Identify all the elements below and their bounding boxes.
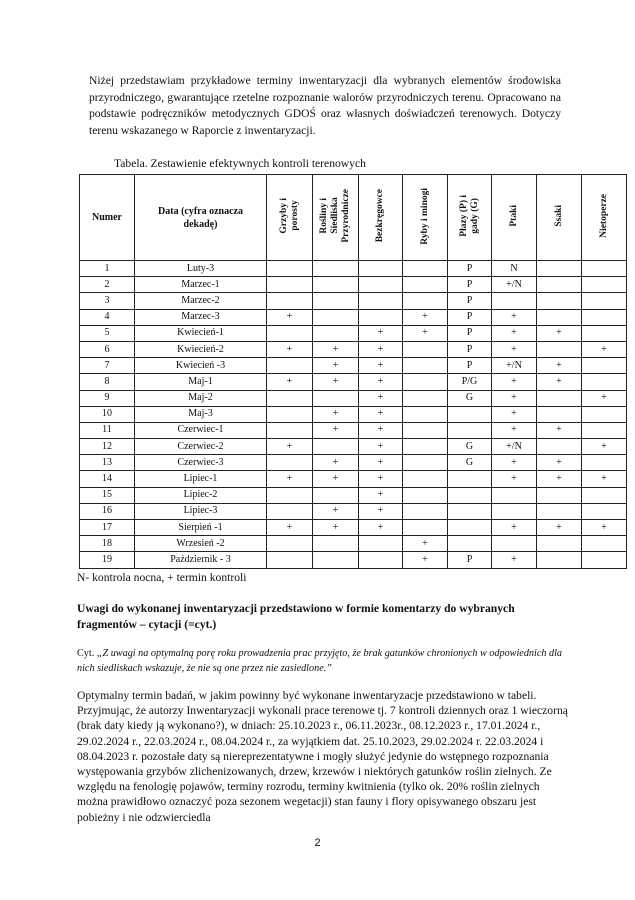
table-cell: + [582, 471, 627, 487]
table-cell [403, 503, 448, 519]
header-cell: Grzyby i porosty [267, 175, 313, 261]
table-cell [403, 471, 448, 487]
table-cell: + [359, 520, 403, 536]
table-cell: Lipiec-3 [135, 503, 267, 519]
table-cell [267, 325, 313, 341]
table-cell: + [267, 439, 313, 455]
table-cell: + [537, 374, 582, 390]
table-cell [537, 503, 582, 519]
table-cell [359, 293, 403, 309]
table-cell: + [492, 422, 537, 438]
table-cell: 17 [80, 520, 135, 536]
table-cell [582, 293, 627, 309]
table-cell [313, 439, 359, 455]
table-cell: +/N [492, 358, 537, 374]
table-cell: Maj-2 [135, 390, 267, 406]
table-cell [313, 277, 359, 293]
table-cell: Wrzesień -2 [135, 536, 267, 552]
table-cell [448, 503, 492, 519]
table-cell: + [313, 471, 359, 487]
table-cell: + [403, 325, 448, 341]
citation-block [77, 646, 567, 676]
table-cell [403, 455, 448, 471]
table-cell [267, 293, 313, 309]
table-cell [537, 406, 582, 422]
table-cell: + [359, 358, 403, 374]
table-cell: Sierpień -1 [135, 520, 267, 536]
table-cell [403, 439, 448, 455]
table-cell [313, 390, 359, 406]
table-cell: Czerwiec-1 [135, 422, 267, 438]
table-cell [582, 503, 627, 519]
table-body [80, 261, 627, 569]
table-cell [492, 503, 537, 519]
table-row [80, 552, 627, 568]
table-cell [537, 309, 582, 325]
table-cell [582, 261, 627, 277]
table-cell: + [582, 520, 627, 536]
table-cell [537, 552, 582, 568]
table-cell [267, 277, 313, 293]
table-cell: P [448, 358, 492, 374]
table-row [80, 374, 627, 390]
table-cell [267, 406, 313, 422]
table-cell [267, 390, 313, 406]
table-cell [313, 487, 359, 503]
table-legend: N- kontrola nocna, + termin kontroli [77, 571, 247, 584]
table-row [80, 341, 627, 357]
table-cell [403, 261, 448, 277]
table-cell [537, 390, 582, 406]
table-cell: + [537, 422, 582, 438]
table-cell [448, 471, 492, 487]
table-cell: P [448, 277, 492, 293]
table-cell [403, 390, 448, 406]
table-row [80, 471, 627, 487]
table-cell: Marzec-3 [135, 309, 267, 325]
table-cell: 18 [80, 536, 135, 552]
table-cell: + [359, 422, 403, 438]
table-cell: + [492, 374, 537, 390]
table-cell [403, 520, 448, 536]
table-cell: Marzec-1 [135, 277, 267, 293]
table-row [80, 390, 627, 406]
table-cell [403, 487, 448, 503]
table-cell: Czerwiec-3 [135, 455, 267, 471]
table-cell [267, 358, 313, 374]
table-cell: Luty-3 [135, 261, 267, 277]
page-number: 2 [314, 837, 321, 849]
table-cell: + [267, 374, 313, 390]
table-cell: + [313, 520, 359, 536]
table-row [80, 536, 627, 552]
header-cell: Nietoperze [582, 175, 627, 261]
table-cell [267, 455, 313, 471]
table-cell [313, 293, 359, 309]
table-row [80, 293, 627, 309]
table-row [80, 422, 627, 438]
table-cell: Kwiecień-2 [135, 341, 267, 357]
table-cell: + [582, 341, 627, 357]
table-cell [582, 309, 627, 325]
header-cell: Ssaki [537, 175, 582, 261]
table-cell [537, 439, 582, 455]
table-cell [582, 358, 627, 374]
table-cell: + [313, 374, 359, 390]
table-cell: P [448, 309, 492, 325]
table-cell: 15 [80, 487, 135, 503]
table-cell [492, 487, 537, 503]
table-row [80, 261, 627, 277]
table-cell: + [537, 325, 582, 341]
table-cell [267, 536, 313, 552]
table-cell [492, 293, 537, 309]
table-cell: Październik - 3 [135, 552, 267, 568]
table-cell: P [448, 325, 492, 341]
table-caption: Tabela. Zestawienie efektywnych kontroli terenowych [114, 157, 366, 170]
citation-text: „Z uwagi na optymalną porę roku prowadzenia prac przyjęto, że brak gatunków chronionych w odpowiednich dla nich siedliskach wskazuje, że nie są one przez nie zasiedlone.” [77, 648, 563, 674]
table-row [80, 358, 627, 374]
table-cell [448, 487, 492, 503]
table-cell: 7 [80, 358, 135, 374]
table-cell: + [403, 552, 448, 568]
table-cell [359, 309, 403, 325]
table-cell: 5 [80, 325, 135, 341]
table-cell [267, 487, 313, 503]
table-cell: 13 [80, 455, 135, 471]
table-cell: 9 [80, 390, 135, 406]
table-cell: G [448, 455, 492, 471]
table-cell: + [403, 536, 448, 552]
table-cell: + [359, 374, 403, 390]
table-cell: N [492, 261, 537, 277]
table-cell [267, 261, 313, 277]
table-row [80, 406, 627, 422]
table-cell: 2 [80, 277, 135, 293]
table-cell: 12 [80, 439, 135, 455]
table-cell [313, 536, 359, 552]
table-cell: + [492, 471, 537, 487]
table-cell: 8 [80, 374, 135, 390]
table-cell: + [359, 325, 403, 341]
table-cell: + [359, 455, 403, 471]
table-cell [537, 261, 582, 277]
table-cell: + [537, 455, 582, 471]
intro-paragraph: Niżej przedstawiam przykładowe terminy inwentaryzacji dla wybranych elementów środowiska przyrodniczego, gwarantujące rzetelne rozpoznanie walorów przyrodniczych terenu. Opracowano na podstawie podręczników metodycznych GDOŚ oraz własnych doświadczeń terenowych. Dotyczy terenu wskazanego w Raporcie z inwentaryzacji. [89, 74, 561, 137]
table-cell [448, 422, 492, 438]
header-cell: Data (cyfra oznacza dekadę) [135, 175, 267, 261]
table-cell [267, 552, 313, 568]
table-cell [403, 293, 448, 309]
table-cell: + [492, 309, 537, 325]
table-cell: + [313, 358, 359, 374]
table-cell: + [359, 439, 403, 455]
table-cell: + [359, 341, 403, 357]
table-cell [582, 374, 627, 390]
table-cell: 19 [80, 552, 135, 568]
citation-prefix: Cyt. [77, 648, 97, 659]
table-cell: 6 [80, 341, 135, 357]
table-cell: Kwiecień-1 [135, 325, 267, 341]
table-cell [582, 455, 627, 471]
table-cell: + [359, 503, 403, 519]
table-cell: + [582, 439, 627, 455]
table-cell: + [492, 406, 537, 422]
table-cell: + [582, 390, 627, 406]
table-cell [492, 536, 537, 552]
header-cell: Numer [80, 175, 135, 261]
table-cell: + [492, 390, 537, 406]
table-cell: + [267, 520, 313, 536]
table-cell: + [267, 309, 313, 325]
table-row [80, 520, 627, 536]
table-cell: Marzec-2 [135, 293, 267, 309]
table-cell [313, 552, 359, 568]
table-cell: + [313, 455, 359, 471]
table-row [80, 309, 627, 325]
header-cell: Ptaki [492, 175, 537, 261]
table-cell: G [448, 439, 492, 455]
table-cell [582, 536, 627, 552]
table-cell: Lipiec-1 [135, 471, 267, 487]
table-cell: P [448, 552, 492, 568]
table-cell [403, 422, 448, 438]
table-cell: Maj-3 [135, 406, 267, 422]
table-header-row [80, 175, 627, 261]
table-cell: 10 [80, 406, 135, 422]
table-row [80, 325, 627, 341]
table-cell: + [359, 390, 403, 406]
table-cell: Maj-1 [135, 374, 267, 390]
table-cell [403, 406, 448, 422]
table-cell: + [492, 520, 537, 536]
table-cell: +/N [492, 277, 537, 293]
table-cell: + [313, 341, 359, 357]
table-cell [448, 406, 492, 422]
table-row [80, 487, 627, 503]
table-cell [582, 406, 627, 422]
table-cell: 1 [80, 261, 135, 277]
table-cell [582, 277, 627, 293]
table-cell: + [403, 309, 448, 325]
table-cell [313, 325, 359, 341]
table-cell: + [359, 471, 403, 487]
table-cell: P/G [448, 374, 492, 390]
table-cell [313, 261, 359, 277]
table-cell [403, 277, 448, 293]
table-cell [537, 536, 582, 552]
table-cell: 11 [80, 422, 135, 438]
table-cell [537, 277, 582, 293]
table-cell: + [537, 358, 582, 374]
table-cell: Czerwiec-2 [135, 439, 267, 455]
header-cell: Bezkręgowce [359, 175, 403, 261]
table-cell: + [537, 471, 582, 487]
header-cell: Płazy (P) i gady (G) [448, 175, 492, 261]
table-cell [267, 503, 313, 519]
table-cell: + [492, 552, 537, 568]
table-cell: + [359, 406, 403, 422]
table-cell [582, 325, 627, 341]
table-cell: 14 [80, 471, 135, 487]
table-cell [582, 422, 627, 438]
table-cell: + [313, 422, 359, 438]
header-cell: Rośliny i Siedliska Przyrodnicze [313, 175, 359, 261]
table-cell [359, 536, 403, 552]
table-row [80, 455, 627, 471]
table-cell: 3 [80, 293, 135, 309]
table-cell [582, 552, 627, 568]
body-paragraph: Optymalny termin badań, w jakim powinny być wykonane inwentaryzacje przedstawiono w tabeli. Przyjmując, że autorzy Inwentaryzacji wykonali prace terenowe tj. 7 kontroli dziennych oraz 1 wieczorną (brak daty kiedy ją wykonano?), w dniach: 25.10.2023 r., 06.11.2023r., 08.12.2023 r., 17.01.2024 r., 29.02.2024 r., 22.03.2024 r., 08.04.2024 r., za wyjątkiem dat. 25.10.2023, 29.02.2024 r. 22.03.2024 i 08.04.2023 r. pozostałe daty są niereprezentatywne i mogły służyć jedynie do wstępnego rozpoznania występowania grzybów zlichenizowanych, drzew, krzewów i niektórych gatunków roślin zielnych. Ze względu na fenologię pojawów, terminy rozrodu, terminy kwitnienia (tylko ok. 20% roślin zielnych można prawidłowo oznaczyć poza sezonem wegetacji) stan fauny i flory opisywanego obszaru jest pobieżny i nie odzwierciedla [77, 689, 568, 824]
table-cell [537, 293, 582, 309]
table-cell: + [267, 341, 313, 357]
table-cell [537, 341, 582, 357]
table-cell: G [448, 390, 492, 406]
table-cell: +/N [492, 439, 537, 455]
table-row [80, 277, 627, 293]
table-cell [403, 341, 448, 357]
table-cell [537, 487, 582, 503]
table-cell: + [313, 503, 359, 519]
table-cell: Lipiec-2 [135, 487, 267, 503]
table-cell [403, 374, 448, 390]
table-cell [359, 261, 403, 277]
table-cell: + [492, 325, 537, 341]
table-cell: 16 [80, 503, 135, 519]
table-cell: 4 [80, 309, 135, 325]
table-cell: P [448, 293, 492, 309]
table-cell: P [448, 341, 492, 357]
header-cell: Ryby i minogi [403, 175, 448, 261]
table-row [80, 439, 627, 455]
table-cell [359, 277, 403, 293]
table-cell [267, 422, 313, 438]
table-cell [359, 552, 403, 568]
table-cell: + [492, 341, 537, 357]
section-heading: Uwagi do wykonanej inwentaryzacji przedstawiono w formie komentarzy do wybranych fragmentów – cytacji (=cyt.) [77, 602, 515, 631]
inventory-table [79, 174, 627, 569]
table-cell [403, 358, 448, 374]
table-cell: + [492, 455, 537, 471]
table-cell [448, 536, 492, 552]
table-cell: + [267, 471, 313, 487]
table-cell [582, 487, 627, 503]
table-cell: Kwiecień -3 [135, 358, 267, 374]
table-cell [313, 309, 359, 325]
table-cell: + [359, 487, 403, 503]
table-cell: + [537, 520, 582, 536]
table-cell: + [313, 406, 359, 422]
table-row [80, 503, 627, 519]
table-cell: P [448, 261, 492, 277]
table-cell [448, 520, 492, 536]
